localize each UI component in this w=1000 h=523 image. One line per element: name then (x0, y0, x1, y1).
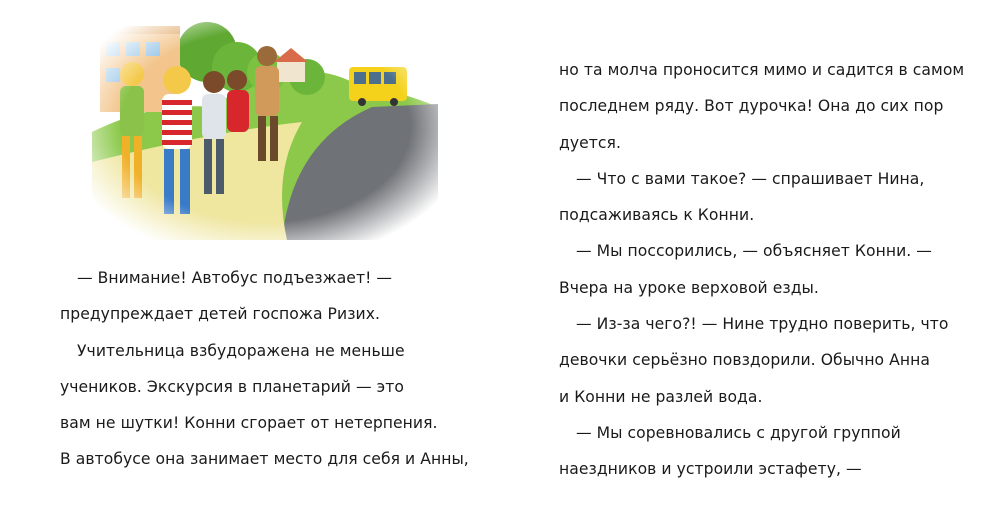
text-line: — Мы поссорились, — объясняет Конни. — (576, 242, 932, 261)
text-line: Учительница взбудоражена не меньше (77, 341, 405, 360)
text-line: — Что с вами такое? — спрашивает Нина, (576, 169, 925, 188)
text-line: Вчера на уроке верховой езды. (559, 278, 819, 297)
text-line: дуется. (559, 133, 621, 152)
text-line: но та молча проносится мимо и садится в самом (559, 61, 965, 79)
text-line: и Конни не разлей вода. (559, 387, 763, 406)
text-line: наездников и устроили эстафету, — (559, 460, 862, 479)
text-line: последнем ряду. Вот дурочка! Она до сих пор (559, 97, 944, 116)
right-page (500, 0, 1000, 523)
text-line: подсаживаясь к Конни. (559, 206, 755, 225)
text-line: — Мы соревновались с другой группой (576, 423, 901, 442)
text-line: — Из-за чего?! — Нине трудно поверить, что (576, 315, 949, 334)
text-line: вам не шутки! Конни сгорает от нетерпения. (60, 414, 438, 433)
text-line: В автобусе она занимает место для себя и Анны, (60, 450, 469, 469)
right-page-text (559, 58, 964, 494)
text-line: девочки серьёзно повздорили. Обычно Анна (559, 351, 930, 370)
left-page-text (60, 266, 469, 484)
text-line: предупреждает детей госпожа Ризих. (60, 305, 381, 324)
bus-stop-illustration (92, 12, 438, 240)
text-line: учеников. Экскурсия в планетарий — это (60, 377, 404, 396)
text-line: — Внимание! Автобус подъезжает! — (77, 269, 393, 287)
